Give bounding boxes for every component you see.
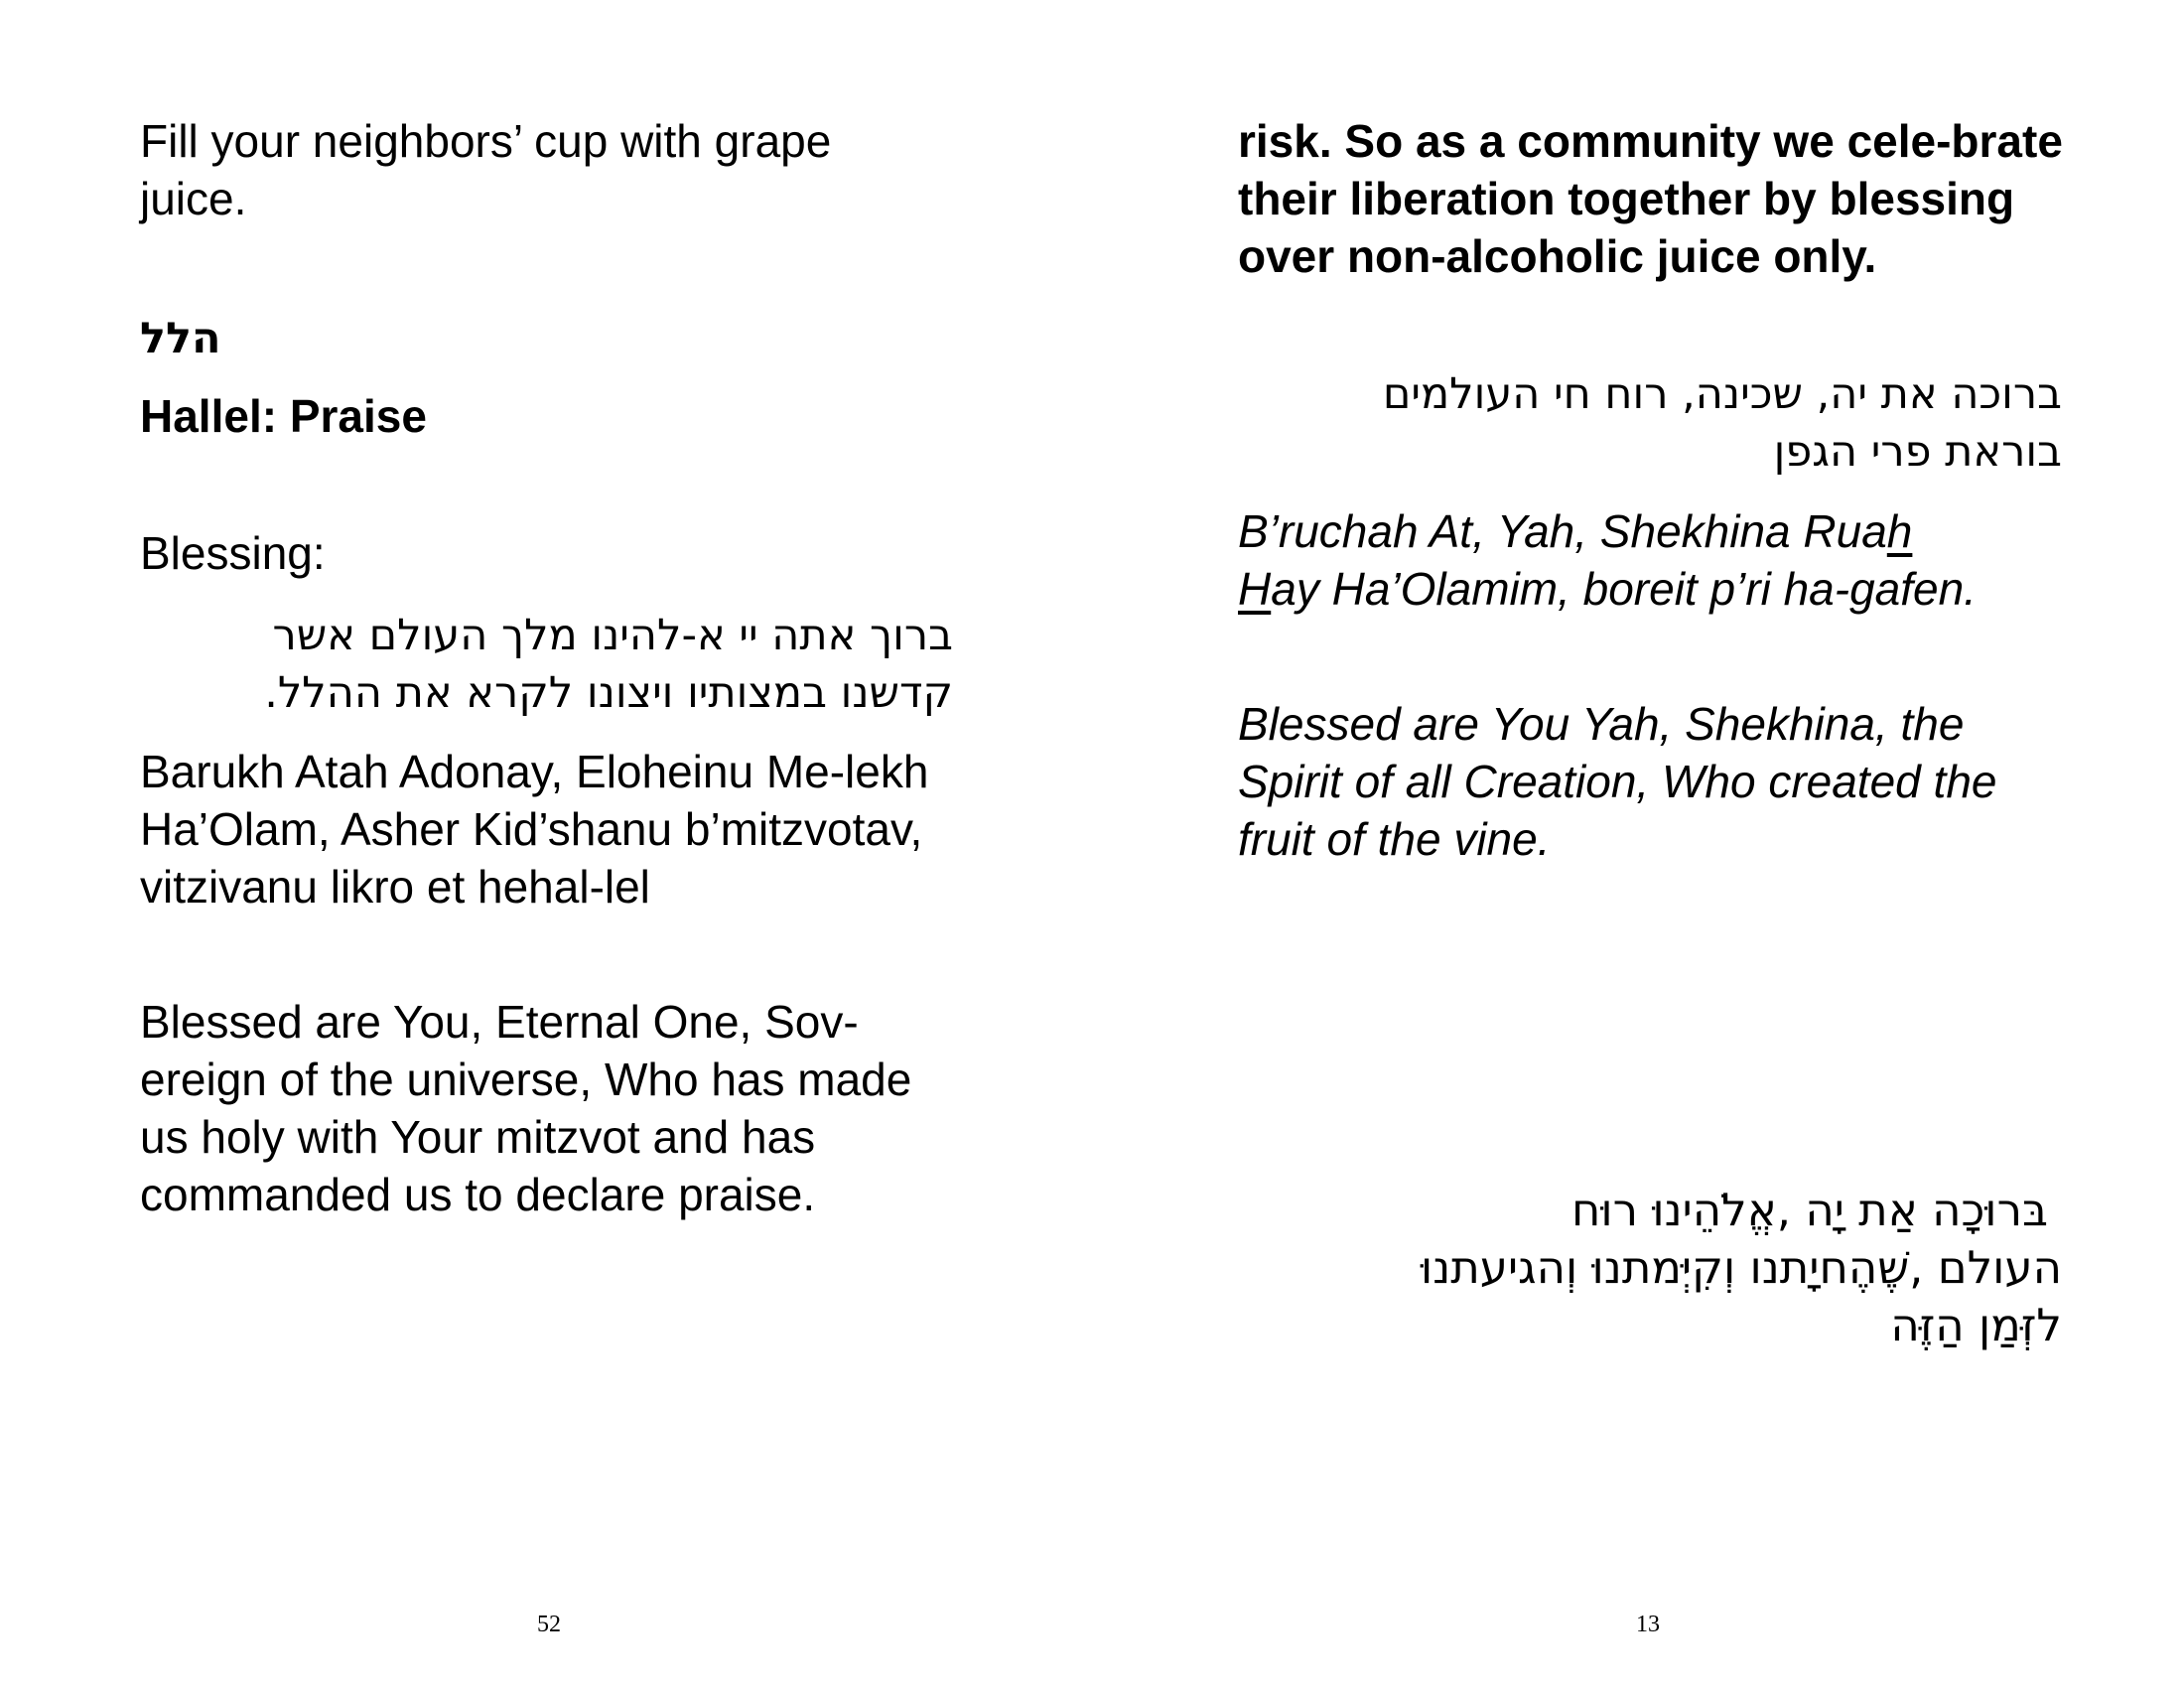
blessing-translation: Blessed are You, Eternal One, Sov-ereign of the universe, Who has made us holy with Your mitzvot and has commanded us to declare praise. [140,996,912,1220]
blessing-hebrew-line-1: ברוך אתה יי א-להינו מלך העולם אשר [272,611,953,660]
shehecheyanu-line-1: בּרוּכָה אַת יָה ,אֱלֹהֵינוּ רוּח [1571,1184,2048,1236]
instruction-text: Fill your neighbors’ cup with grape juice. [140,115,832,224]
blessing-hebrew [179,607,953,722]
page-number: 52 [537,1612,561,1637]
juice-blessing-transliteration: B’ruchah At, Yah, Shekhina Ruah Hay Ha’Olamim, boreit p’ri ha-gafen. [1238,505,1977,615]
section-title-hebrew: הלל [140,314,221,363]
page-number: 13 [1636,1612,1660,1637]
juice-blessing-translation: Blessed are You Yah, Shekhina, the Spirit of all Creation, Who created the fruit of the vine. [1238,698,1997,865]
bold-continuation-text: risk. So as a community we cele-brate their liberation together by blessing over non-alcoholic juice only. [1238,115,2063,282]
blessing-hebrew-line-2: קדשנו במצותיו ויצונו לקרא את ההלל. [264,668,953,718]
shehecheyanu-hebrew [1238,1182,2062,1354]
right-page [1092,0,2184,1688]
blessing-label: Blessing: [140,527,326,579]
juice-blessing-hebrew-line-1: ברוכה את יה, שכינה, רוח חי העולמים [1382,369,2062,419]
juice-blessing-hebrew-line-2: בוראת פרי הגפן [1773,427,2062,477]
section-title: Hallel: Praise [140,390,427,442]
juice-blessing-hebrew [1238,365,2062,481]
shehecheyanu-line-3: לזְּמַן הַזֶּה [1890,1299,2062,1351]
blessing-transliteration: Barukh Atah Adonay, Eloheinu Me-lekh Ha’Olam, Asher Kid’shanu b’mitzvotav, vitzivanu likro et hehal-lel [140,746,929,913]
shehecheyanu-line-2: העולם ,שֶׁהֶחיָתנו וְקִיְּמתנוּ וְהגיעתנוּ [1420,1241,2062,1294]
